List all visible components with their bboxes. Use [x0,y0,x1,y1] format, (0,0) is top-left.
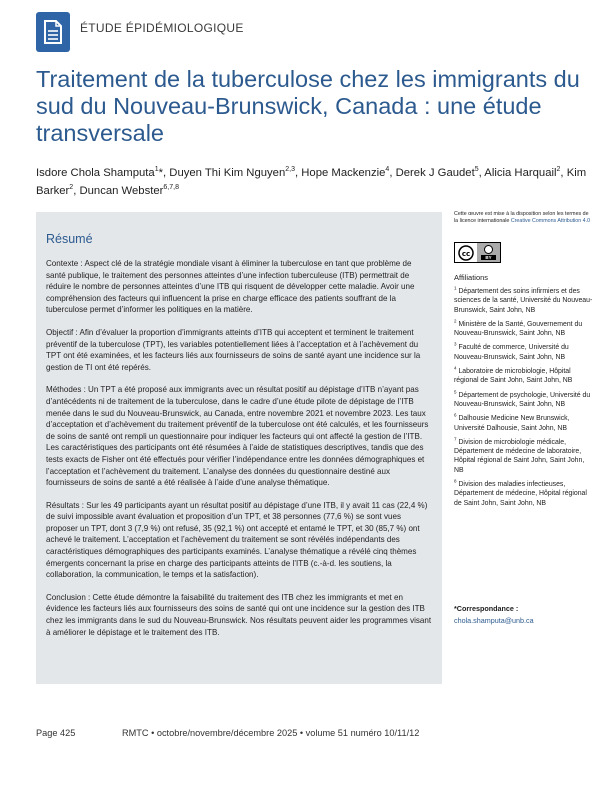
abstract-conclusion: Conclusion : Cette étude démontre la faisabilité du traitement des ITB chez les immigrants et met en évidence les facteurs liés aux fournisseurs des soins de santé qui ont une incidence sur la gestion des ITB chez les immigrants dans le sud du Nouveau-Brunswick. Nos résultats peuvent aider les programmes visant à améliorer le dépistage et le traitement des ITB. [46,592,432,637]
cc-label: cc [461,249,471,258]
abstract-methods: Méthodes : Un TPT a été proposé aux immigrants avec un résultat positif au dépistage d’ITB n’ayant pas d’antécédents ni de traitement de la tuberculose, dans le cadre d’une étude pilote de dépistage de l’ITB menée dans le sud du Nouveau-Brunswick, au Canada, entre novembre 2021 et novembre 2023. Les taux d’acceptation et d’achèvement du traitement préventif de la tuberculose ont été calculés, et les fournisseurs de soins de santé ont rempli un questionnaire pour indiquer les facteurs qui ont affecté la gestion de l’ITB. Les caractéristiques des participants ont été résumées à l’aide de statistiques descriptives, tandis que des tests exacts de Fisher ont été effectués pour vérifier l’indépendance entre les données démographiques et l’acceptation et l’achèvement du traitement. L’analyse des données du questionnaire destiné aux fournisseurs de soins de santé a été réalisée à l’aide d’une analyse thématique. [46,385,429,488]
author [36,167,163,179]
affiliation-item [454,414,594,433]
license-notice [454,211,594,224]
author [301,167,389,179]
page-number: Page 425 [36,728,76,738]
person-icon [484,245,493,254]
author-affiliation-ref: 5 [474,166,479,174]
author-name: Isdore Chola Shamputa [36,167,155,179]
affiliation-item [454,438,594,475]
affiliation-text: Ministère de la Santé, Gouvernement du Nouveau-Brunswick, Saint John, NB [454,320,583,338]
author-affiliation-ref: 6,7,8 [163,184,179,192]
author [396,167,479,179]
by-section [477,243,500,262]
author [169,167,295,179]
author-name: Duncan Webster [79,185,164,197]
license-text: Cette œuvre est mise à la disposition selon les termes de la licence internationale [454,211,589,224]
affiliation-item [454,367,594,386]
affiliation-number: 1 [454,285,457,291]
license-link[interactable]: Creative Commons Attribution 4.0 [510,217,591,224]
author-affiliation-ref: 2 [556,166,561,174]
affiliation-number: 5 [454,389,457,395]
affiliation-number: 2 [454,318,457,324]
abstract-heading: Résumé [46,232,93,246]
abstract-objective: Objectif : Afin d’évaluer la proportion d’immigrants atteints d’ITB qui acceptent et terminent le traitement préventif de la tuberculose (TPT), les variables potentiellement liées à l’acceptation et à l’achèvement du TPT ont été examinées, et les facteurs liés aux fournisseurs de soins de santé ayant une incidence sur la gestion de TI ont été repérés. [46,327,421,372]
affiliation-number: 8 [454,478,457,484]
author-name: Duyen Thi Kim Nguyen [169,167,286,179]
author-name: Hope Mackenzie [301,167,386,179]
affiliation-text: Faculté de commerce, Université du Nouveau-Brunswick, Saint John, NB [454,344,569,361]
author-affiliation-ref: 2 [69,184,74,192]
affiliation-text: Laboratoire de microbiologie, Hôpital régional de Saint John, Saint John, NB [454,368,573,385]
author-list: Isdore Chola Shamputa$^1$*, Duyen Thi Kim Nguyen$^{2,3}$, Hope Mackenzie$^4$, Derek J Gaudet$^5$, Alicia Harquail$^2$, Kim Barker$^2$, Duncan Webster$^{6,7,8}$ [36,166,587,197]
affiliation-text: Division de microbiologie médicale, Département de médecine de laboratoire, Hôpital régional de Saint John, Saint John, NB [454,438,585,474]
affiliation-item [454,320,594,339]
author [484,167,560,179]
cc-by-badge[interactable] [454,242,501,263]
abstract-results: Résultats : Sur les 49 participants ayant un résultat positif au dépistage d’une ITB, il y avait 11 cas (22,4 %) de suivi impossible avant évaluation et proposition d’un TPT, et 38 personnes (77,6 %) se sont vues proposer un TPT, dont 3 (7,9 %) ont refusé, 35 (92,1 %) ont accepté et entamé le TPT, et 30 (85,7 %) ont achevé le traitement. L’acceptation et l’achèvement du traitement se sont révélés indépendants des caractéristiques démographiques des participants examinés. L’analyse thématique a révélé cinq thèmes émergents concernant la prise en charge des participants atteints de l’ITB (c.-à-d. les soutiens, la collaboration, la communication, le temps et la satisfaction). [46,500,428,580]
affiliation-item [454,287,594,315]
document-icon [36,12,70,52]
affiliations-heading: Affiliations [454,273,489,282]
author-affiliation-ref: 2,3 [285,166,295,174]
abstract-box [36,212,442,684]
by-label: BY [481,255,495,260]
author-name: Derek J Gaudet [395,167,475,179]
article-title: Traitement de la tuberculose chez les immigrants du sud du Nouveau-Brunswick, Canada : une étude transversale [36,66,580,146]
affiliation-item [454,343,594,362]
affiliation-text: Département de psychologie, Université du Nouveau-Brunswick, Saint John, NB [454,391,591,408]
affiliation-number: 7 [454,436,457,442]
correspondence-heading: *Correspondance : [454,604,519,613]
affiliation-text: Dalhousie Medicine New Brunswick, Université Dalhousie, Saint John, NB [454,415,570,432]
section-label: ÉTUDE ÉPIDÉMIOLOGIQUE [80,21,244,35]
corresponding-mark: * [158,167,164,179]
author-affiliation-ref: 4 [385,166,390,174]
affiliation-text: Département des soins infirmiers et des sciences de la santé, Université du Nouveau-Brunswick, Saint John, NB [454,288,593,314]
author-affiliation-ref: 1 [154,166,159,174]
affiliation-text: Division des maladies infectieuses, Département de médecine, Hôpital régional de Saint John, Saint John, NB [454,481,587,507]
journal-citation: RMTC • octobre/novembre/décembre 2025 • volume 51 numéro 10/11/12 [122,728,420,738]
affiliations-list [454,287,594,513]
affiliation-number: 6 [454,412,457,418]
abstract-context: Contexte : Aspect clé de la stratégie mondiale visant à éliminer la tuberculose en tant que problème de santé publique, le traitement des personnes atteintes d’une infection tuberculeuse (ITB) permettrait de réduire le nombre de personnes atteintes d’une ITB qui risquent de développer cette maladie. Avoir une compréhension des facteurs qui influencent la prise en charge efficace des patients souffrant de la tuberculose permet d’informer les politiques en la matière. [46,259,415,315]
author-name: Kim Barker [36,167,587,197]
affiliation-item [454,480,594,508]
affiliation-item [454,391,594,410]
author [79,185,179,197]
correspondence-email[interactable]: chola.shamputa@unb.ca [454,616,534,625]
cc-icon [455,243,477,262]
affiliation-number: 3 [454,342,457,348]
affiliation-number: 4 [454,365,457,371]
author-name: Alicia Harquail [484,167,557,179]
